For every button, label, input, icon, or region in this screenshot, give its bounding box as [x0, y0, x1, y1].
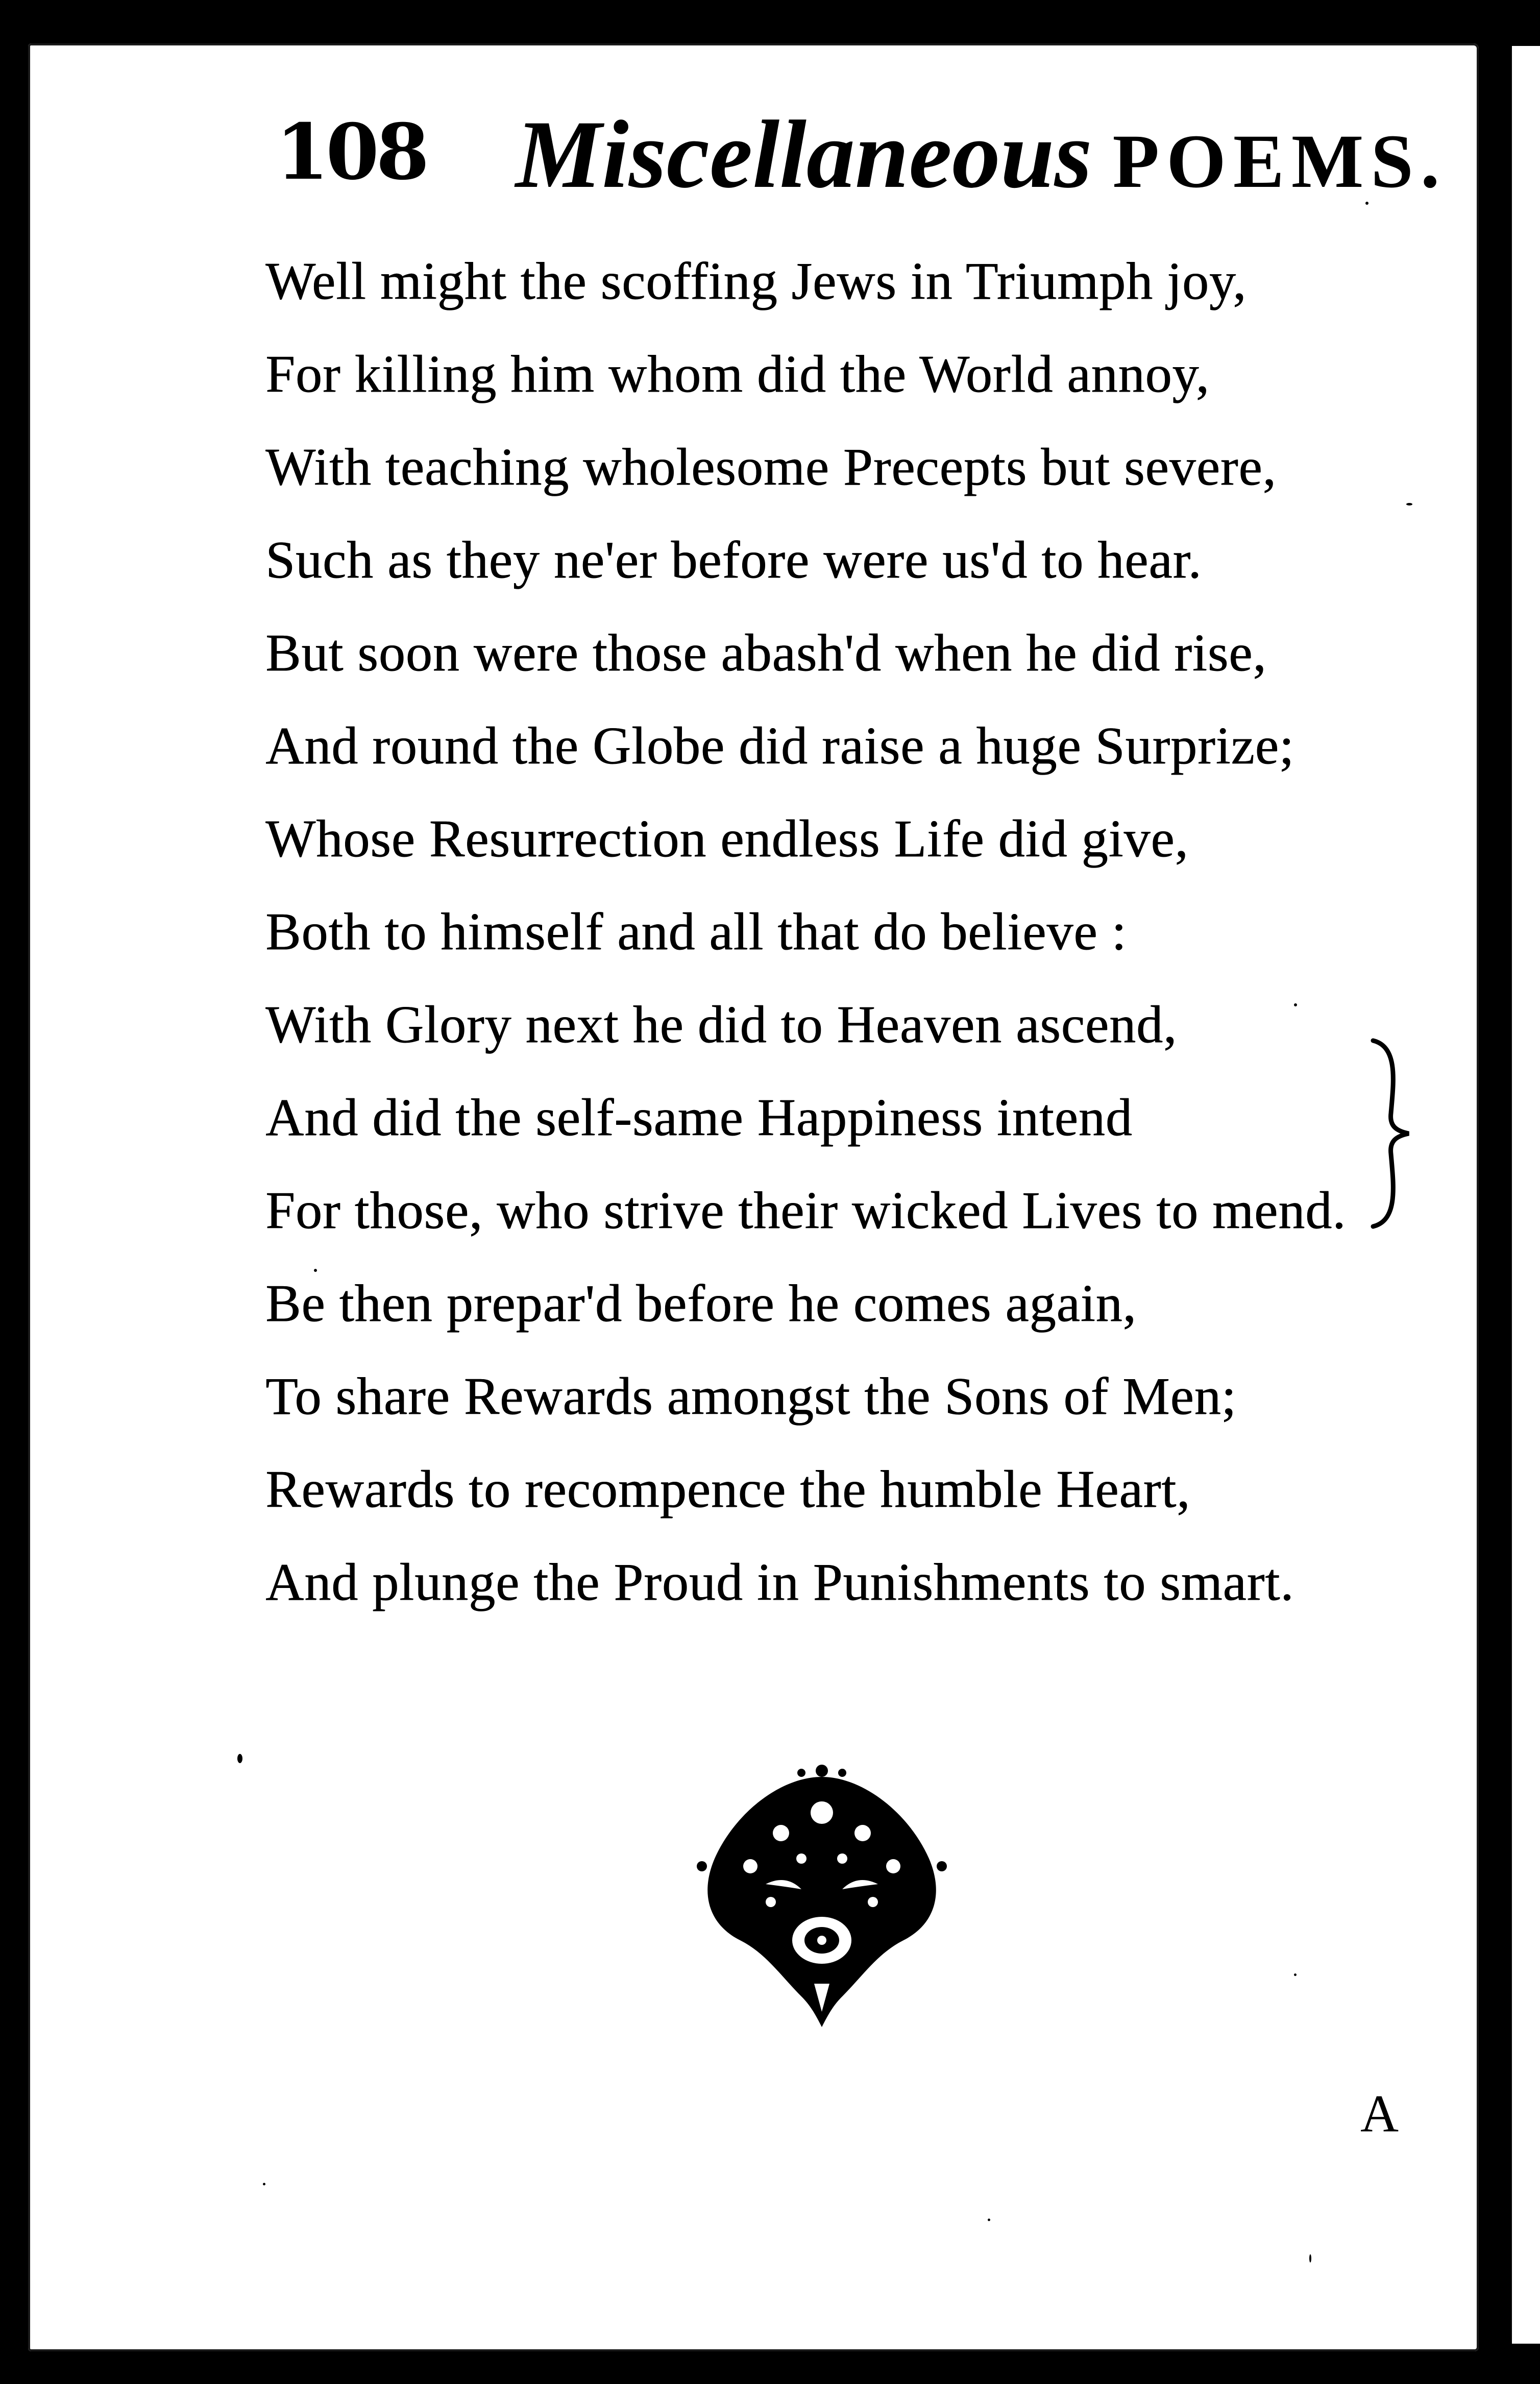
triplet-brace-icon	[1368, 1037, 1414, 1231]
poem-line: Well might the scoffing Jews in Triumph joy,	[265, 252, 1247, 310]
poem-line: Rewards to recompence the humble Heart,	[265, 1460, 1191, 1519]
poem-line: And round the Globe did raise a huge Surprize;	[265, 716, 1294, 775]
poem-line: For those, who strive their wicked Lives to mend.	[265, 1181, 1347, 1240]
floral-vase-ornament-icon	[679, 1756, 965, 2032]
running-head-italic: Miscellaneous	[516, 101, 1092, 208]
poem-text	[265, 235, 1388, 1629]
poem-line: With Glory next he did to Heaven ascend,	[265, 995, 1177, 1054]
poem-line: Such as they ne'er before were us'd to hear.	[265, 531, 1202, 589]
poem-line: And plunge the Proud in Punishments to smart.	[265, 1553, 1294, 1611]
poem-line: To share Rewards amongst the Sons of Men;	[265, 1367, 1237, 1426]
poem-line: Both to himself and all that do believe :	[265, 902, 1127, 961]
poem-line: But soon were those abash'd when he did rise,	[265, 623, 1267, 682]
gutter-shadow	[1506, 46, 1512, 2344]
running-head-caps: POEMS.	[1112, 119, 1447, 204]
poem-line: And did the self-same Happiness intend	[265, 1088, 1133, 1147]
catchword: A	[1360, 2084, 1399, 2143]
next-page-edge	[1506, 46, 1540, 2344]
poem-line: For killing him whom did the World annoy,	[265, 345, 1210, 403]
poem-line: Whose Resurrection endless Life did give,	[265, 809, 1189, 868]
page-header	[276, 92, 1447, 225]
running-head	[516, 97, 1447, 210]
poem-line: Be then prepar'd before he comes again,	[265, 1274, 1137, 1333]
poem-line: With teaching wholesome Precepts but severe,	[265, 438, 1277, 496]
page-number: 108	[276, 107, 427, 197]
